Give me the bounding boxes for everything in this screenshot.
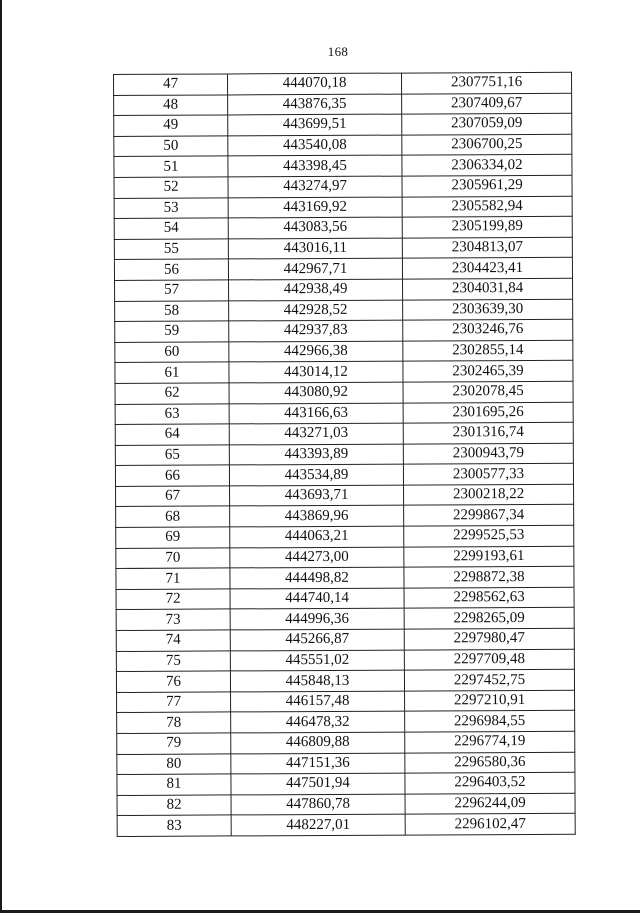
x-coordinate-cell: 442928,52 bbox=[229, 300, 403, 321]
x-coordinate-cell: 444070,18 bbox=[228, 73, 402, 94]
x-coordinate-cell: 443534,89 bbox=[229, 464, 403, 485]
point-number-cell: 81 bbox=[117, 774, 231, 795]
table-row bbox=[115, 464, 573, 487]
table-row bbox=[117, 731, 575, 754]
x-coordinate-cell: 444740,14 bbox=[230, 588, 404, 609]
table-row bbox=[116, 546, 574, 569]
table-row bbox=[117, 772, 575, 795]
table-row bbox=[116, 608, 574, 631]
table-row bbox=[116, 525, 574, 548]
x-coordinate-cell: 443014,12 bbox=[229, 361, 403, 382]
y-coordinate-cell: 2304813,07 bbox=[402, 237, 572, 258]
y-coordinate-cell: 2296580,36 bbox=[405, 752, 575, 773]
table-row bbox=[115, 340, 573, 363]
y-coordinate-cell: 2307409,67 bbox=[402, 93, 572, 114]
coordinates-table-body bbox=[114, 72, 576, 836]
point-number-cell: 83 bbox=[117, 815, 231, 836]
y-coordinate-cell: 2302465,39 bbox=[403, 361, 573, 382]
point-number-cell: 77 bbox=[117, 692, 231, 713]
x-coordinate-cell: 445848,13 bbox=[230, 670, 404, 691]
table-row bbox=[115, 361, 573, 384]
x-coordinate-cell: 443540,08 bbox=[228, 135, 402, 156]
page-number: 168 bbox=[327, 44, 349, 59]
table-row bbox=[114, 258, 572, 281]
point-number-cell: 62 bbox=[115, 383, 229, 404]
table-row bbox=[114, 134, 572, 157]
table-row bbox=[114, 113, 572, 136]
table-row bbox=[116, 484, 574, 507]
point-number-cell: 65 bbox=[115, 445, 229, 466]
y-coordinate-cell: 2296403,52 bbox=[405, 772, 575, 793]
y-coordinate-cell: 2307059,09 bbox=[402, 113, 572, 134]
y-coordinate-cell: 2301695,26 bbox=[403, 402, 573, 423]
y-coordinate-cell: 2305582,94 bbox=[402, 196, 572, 217]
x-coordinate-cell: 443693,71 bbox=[230, 485, 404, 506]
coordinates-table bbox=[113, 72, 576, 837]
y-coordinate-cell: 2303639,30 bbox=[403, 299, 573, 320]
point-number-cell: 69 bbox=[116, 527, 230, 548]
table-row bbox=[114, 72, 572, 95]
point-number-cell: 70 bbox=[116, 548, 230, 569]
x-coordinate-cell: 443393,89 bbox=[229, 444, 403, 465]
x-coordinate-cell: 443271,03 bbox=[229, 423, 403, 444]
point-number-cell: 68 bbox=[116, 506, 230, 527]
point-number-cell: 51 bbox=[114, 156, 228, 177]
table-row bbox=[114, 237, 572, 260]
y-coordinate-cell: 2306334,02 bbox=[402, 155, 572, 176]
table-row bbox=[115, 422, 573, 445]
y-coordinate-cell: 2304031,84 bbox=[403, 278, 573, 299]
y-coordinate-cell: 2304423,41 bbox=[402, 258, 572, 279]
point-number-cell: 52 bbox=[114, 177, 228, 198]
x-coordinate-cell: 446809,88 bbox=[231, 732, 405, 753]
y-coordinate-cell: 2299867,34 bbox=[404, 505, 574, 526]
point-number-cell: 66 bbox=[115, 465, 229, 486]
table-row bbox=[116, 669, 574, 692]
y-coordinate-cell: 2302078,45 bbox=[403, 381, 573, 402]
y-coordinate-cell: 2300218,22 bbox=[404, 484, 574, 505]
x-coordinate-cell: 447860,78 bbox=[231, 794, 405, 815]
point-number-cell: 64 bbox=[115, 424, 229, 445]
y-coordinate-cell: 2297709,48 bbox=[404, 649, 574, 670]
x-coordinate-cell: 443398,45 bbox=[228, 155, 402, 176]
table-row bbox=[117, 793, 575, 816]
point-number-cell: 78 bbox=[117, 712, 231, 733]
x-coordinate-cell: 443169,92 bbox=[228, 197, 402, 218]
point-number-cell: 56 bbox=[114, 259, 228, 280]
table-row bbox=[117, 752, 575, 775]
x-coordinate-cell: 443699,51 bbox=[228, 114, 402, 135]
x-coordinate-cell: 444273,00 bbox=[230, 547, 404, 568]
point-number-cell: 47 bbox=[114, 74, 228, 95]
point-number-cell: 71 bbox=[116, 568, 230, 589]
point-number-cell: 67 bbox=[116, 486, 230, 507]
point-number-cell: 57 bbox=[115, 280, 229, 301]
x-coordinate-cell: 446478,32 bbox=[231, 711, 405, 732]
table-row bbox=[117, 690, 575, 713]
table-row bbox=[115, 278, 573, 301]
y-coordinate-cell: 2302855,14 bbox=[403, 340, 573, 361]
x-coordinate-cell: 444063,21 bbox=[230, 526, 404, 547]
y-coordinate-cell: 2298872,38 bbox=[404, 567, 574, 588]
point-number-cell: 55 bbox=[114, 239, 228, 260]
x-coordinate-cell: 442967,71 bbox=[228, 258, 402, 279]
point-number-cell: 58 bbox=[115, 300, 229, 321]
x-coordinate-cell: 443016,11 bbox=[228, 238, 402, 259]
table-row bbox=[115, 402, 573, 425]
y-coordinate-cell: 2296984,55 bbox=[405, 711, 575, 732]
y-coordinate-cell: 2303246,76 bbox=[403, 319, 573, 340]
x-coordinate-cell: 446157,48 bbox=[231, 691, 405, 712]
y-coordinate-cell: 2300943,79 bbox=[403, 443, 573, 464]
table-row bbox=[116, 628, 574, 651]
x-coordinate-cell: 445551,02 bbox=[230, 650, 404, 671]
x-coordinate-cell: 448227,01 bbox=[231, 814, 405, 835]
table-row bbox=[116, 649, 574, 672]
x-coordinate-cell: 444498,82 bbox=[230, 567, 404, 588]
x-coordinate-cell: 442937,83 bbox=[229, 320, 403, 341]
y-coordinate-cell: 2305961,29 bbox=[402, 175, 572, 196]
point-number-cell: 75 bbox=[116, 651, 230, 672]
x-coordinate-cell: 443869,96 bbox=[230, 506, 404, 527]
y-coordinate-cell: 2297980,47 bbox=[404, 628, 574, 649]
table-row bbox=[114, 93, 572, 116]
table-row bbox=[114, 155, 572, 178]
x-coordinate-cell: 443274,97 bbox=[228, 176, 402, 197]
y-coordinate-cell: 2298265,09 bbox=[404, 608, 574, 629]
table-row bbox=[117, 814, 575, 837]
table-row bbox=[116, 505, 574, 528]
table-row bbox=[114, 216, 572, 239]
y-coordinate-cell: 2300577,33 bbox=[403, 464, 573, 485]
point-number-cell: 48 bbox=[114, 95, 228, 116]
point-number-cell: 73 bbox=[116, 609, 230, 630]
table-row bbox=[115, 299, 573, 322]
y-coordinate-cell: 2297452,75 bbox=[404, 669, 574, 690]
y-coordinate-cell: 2305199,89 bbox=[402, 216, 572, 237]
point-number-cell: 50 bbox=[114, 136, 228, 157]
table-row bbox=[115, 443, 573, 466]
table-row bbox=[115, 381, 573, 404]
y-coordinate-cell: 2297210,91 bbox=[405, 690, 575, 711]
y-coordinate-cell: 2307751,16 bbox=[401, 72, 571, 93]
table-row bbox=[114, 196, 572, 219]
table-row bbox=[117, 711, 575, 734]
x-coordinate-cell: 447501,94 bbox=[231, 773, 405, 794]
table-row bbox=[115, 319, 573, 342]
y-coordinate-cell: 2298562,63 bbox=[404, 587, 574, 608]
x-coordinate-cell: 443166,63 bbox=[229, 403, 403, 424]
x-coordinate-cell: 445266,87 bbox=[230, 629, 404, 650]
x-coordinate-cell: 444996,36 bbox=[230, 609, 404, 630]
y-coordinate-cell: 2301316,74 bbox=[403, 422, 573, 443]
point-number-cell: 72 bbox=[116, 589, 230, 610]
x-coordinate-cell: 443080,92 bbox=[229, 382, 403, 403]
x-coordinate-cell: 442938,49 bbox=[229, 279, 403, 300]
point-number-cell: 49 bbox=[114, 115, 228, 136]
point-number-cell: 63 bbox=[115, 403, 229, 424]
y-coordinate-cell: 2299193,61 bbox=[404, 546, 574, 567]
y-coordinate-cell: 2296244,09 bbox=[405, 793, 575, 814]
y-coordinate-cell: 2296774,19 bbox=[405, 731, 575, 752]
point-number-cell: 74 bbox=[116, 630, 230, 651]
y-coordinate-cell: 2299525,53 bbox=[404, 525, 574, 546]
x-coordinate-cell: 442966,38 bbox=[229, 341, 403, 362]
x-coordinate-cell: 447151,36 bbox=[231, 753, 405, 774]
point-number-cell: 76 bbox=[116, 671, 230, 692]
scan-edge-left bbox=[0, 0, 2, 913]
point-number-cell: 54 bbox=[114, 218, 228, 239]
table-row bbox=[114, 175, 572, 198]
x-coordinate-cell: 443083,56 bbox=[228, 217, 402, 238]
point-number-cell: 59 bbox=[115, 321, 229, 342]
point-number-cell: 79 bbox=[117, 733, 231, 754]
point-number-cell: 53 bbox=[114, 198, 228, 219]
point-number-cell: 80 bbox=[117, 754, 231, 775]
point-number-cell: 60 bbox=[115, 342, 229, 363]
point-number-cell: 61 bbox=[115, 362, 229, 383]
table-row bbox=[116, 567, 574, 590]
x-coordinate-cell: 443876,35 bbox=[228, 94, 402, 115]
y-coordinate-cell: 2306700,25 bbox=[402, 134, 572, 155]
table-row bbox=[116, 587, 574, 610]
point-number-cell: 82 bbox=[117, 795, 231, 816]
y-coordinate-cell: 2296102,47 bbox=[405, 814, 575, 835]
